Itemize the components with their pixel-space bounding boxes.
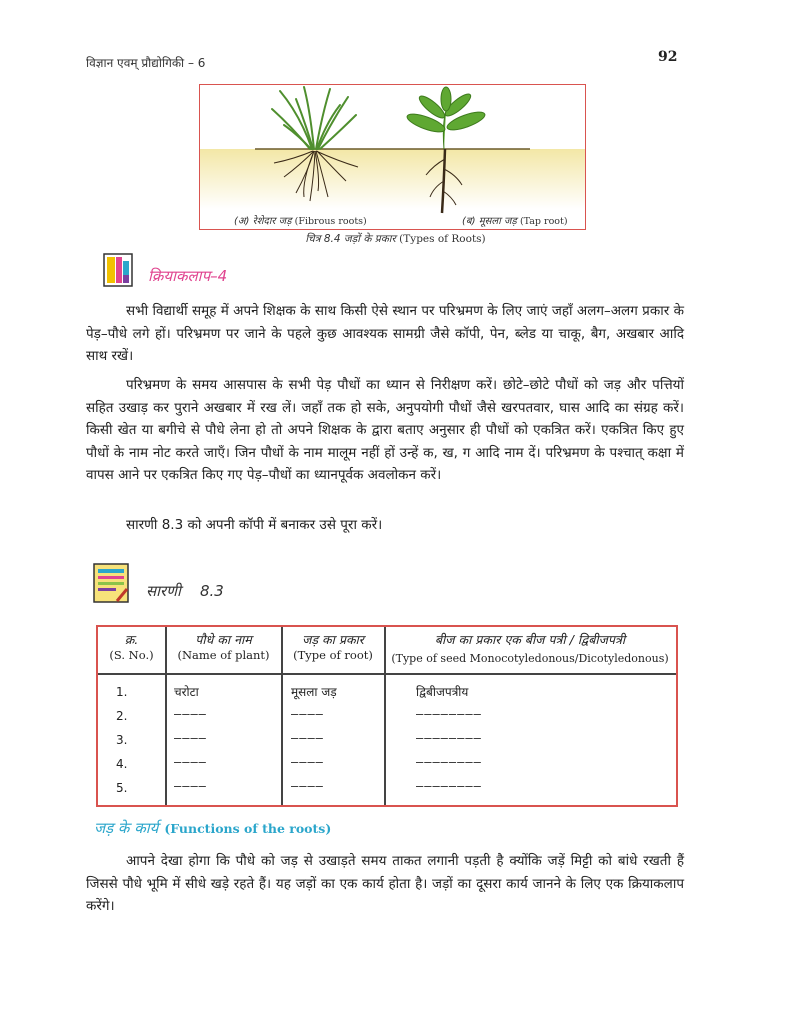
tap-plant xyxy=(405,87,487,149)
table-header-root: जड़ का प्रकार (Type of root) xyxy=(293,632,373,662)
book-title: विज्ञान एवम् प्रौद्योगिकी – 6 xyxy=(86,56,206,70)
figure-caption: चित्र 8.4 जड़ों के प्रकार (Types of Roots) xyxy=(305,233,486,245)
table-row: 2. –––– –––– –––––––– xyxy=(116,707,482,723)
table-row: 5. –––– –––– –––––––– xyxy=(116,779,482,795)
fibrous-plant xyxy=(272,87,356,149)
roots-illustration xyxy=(200,85,585,229)
roots-figure xyxy=(199,84,586,230)
activity-title: क्रियाकलाप–4 xyxy=(148,267,228,285)
table-row: 1. चरोटा मूसला जड़ द्विबीजपत्रीय xyxy=(116,685,469,699)
tap-root-label: (ब) मूसला जड़ (Tap root) xyxy=(462,216,568,227)
activity-paragraph-3: सारणी 8.3 को अपनी कॉपी में बनाकर उसे पूरा करें। xyxy=(126,517,383,533)
activity-icon xyxy=(103,253,133,287)
table-row: 4. –––– –––– –––––––– xyxy=(116,755,482,771)
soil-layer xyxy=(200,149,585,209)
activity-paragraph-1: सभी विद्यार्थी समूह में अपने शिक्षक के साथ किसी ऐसे स्थान पर परिभ्रमण के लिए जाएं जहाँ अलग–अलग प्रकार के पेड़–पौधे लगे हों। परिभ्रमण पर जाने के पहले कुछ आवश्यक सामग्री जैसे कॉपी, पेन, ब्लेड या चाकू, बैग, अखबार आदि साथ रखें। xyxy=(86,303,684,364)
header-divider xyxy=(98,673,676,675)
section-title: जड़ के कार्य (Functions of the roots) xyxy=(94,819,332,837)
table-header-sno: क्र. (S. No.) xyxy=(109,632,154,662)
fibrous-root-label: (अ) रेशेदार जड़ (Fibrous roots) xyxy=(234,216,367,227)
table-title: सारणी 8.3 xyxy=(146,582,224,600)
table-row: 3. –––– –––– –––––––– xyxy=(116,731,482,747)
table-header-seed: बीज का प्रकार एक बीज पत्री / द्विबीजपत्री (Type of seed Monocotyledonous/Dicotyledonous) xyxy=(391,632,669,665)
table-icon xyxy=(93,563,130,604)
activity-paragraph-2: परिभ्रमण के समय आसपास के सभी पेड़ पौधों का ध्यान से निरीक्षण करें। छोटे–छोटे पौधों को जड़ और पत्तियों सहित उखाड़ कर पुराने अखबार में रख लें। जहाँ तक हो सके, अनुपयोगी पौधों जैसे खरपतवार, घास आदि का संग्रह करें। किसी खेत या बगीचे से पौधे लेना हो तो अपने शिक्षक के द्वारा बताए अनुसार ही पौधों को एकत्रित करें। एकत्रित किए हुए पौधों के नाम नोट करते जाएँ। जिन पौधों के नाम मालूम नहीं हों उन्हें क, ख, ग आदि नाम दें। परिभ्रमण के पश्चात् कक्षा में वापस आने पर एकत्रित किए गए पेड़–पौधों का ध्यानपूर्वक अवलोकन करें। xyxy=(86,377,684,483)
table-header-plant: पौधे का नाम (Name of plant) xyxy=(177,632,270,662)
data-table xyxy=(96,625,678,807)
page-number: 92 xyxy=(658,49,678,65)
section-paragraph: आपने देखा होगा कि पौधे को जड़ से उखाड़ते समय ताकत लगानी पड़ती है क्योंकि जड़ें मिट्टी को बांधे रखती हैं जिससे पौधे भूमि में सीधे खड़े रहते हैं। यह जड़ों का एक कार्य होता है। जड़ों का दूसरा कार्य जानने के लिए एक क्रियाकलाप करेंगे। xyxy=(86,853,684,914)
